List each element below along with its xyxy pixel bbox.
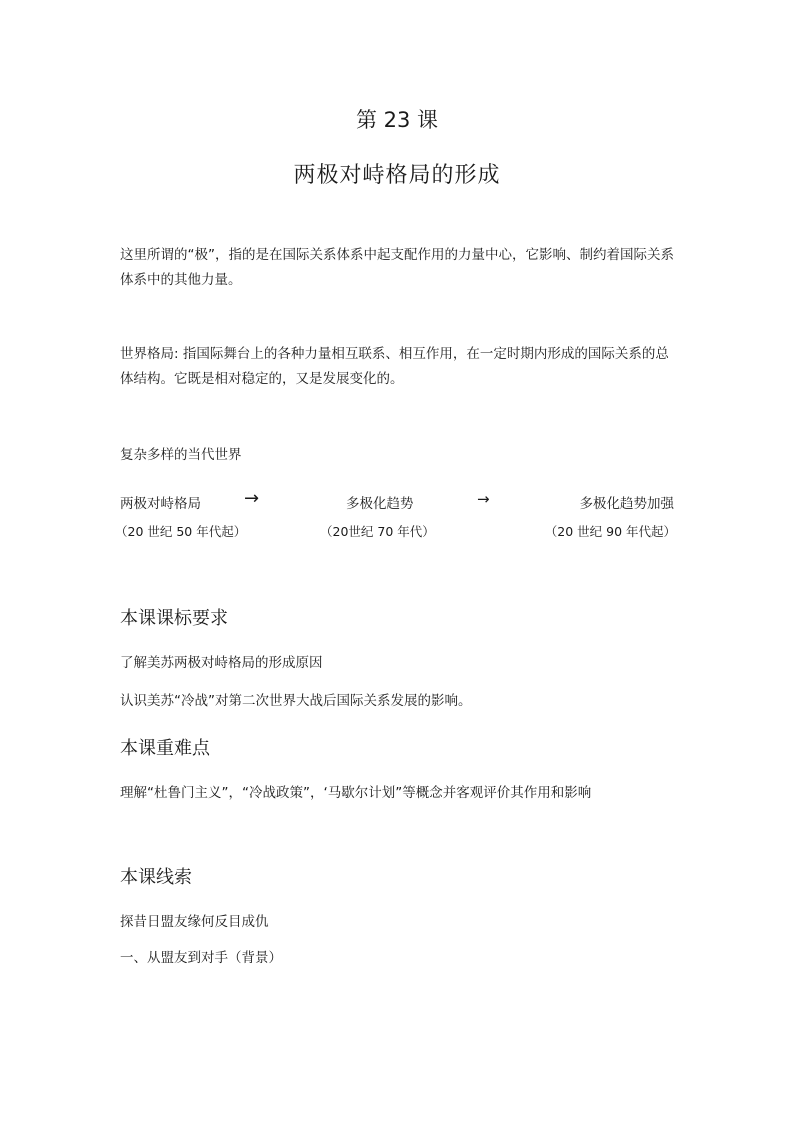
pole-definition: 这里所谓的“极”，指的是在国际关系体系中起支配作用的力量中心，它影响、制约着国际关系体系中的其他力量。 bbox=[120, 247, 674, 288]
stage-3-period: （20 世纪 90 年代起） bbox=[544, 524, 676, 539]
clue-item-2: 一、从盟友到对手（背景） bbox=[120, 950, 282, 966]
keypoints-text: 理解“杜鲁门主义”，“冷战政策”，‘马歇尔计划”等概念并客观评价其作用和影响 bbox=[120, 785, 592, 801]
standards-heading: 本课课标要求 bbox=[120, 608, 228, 629]
lesson-title: 两极对峙格局的形成 bbox=[293, 163, 501, 188]
stage-1-label: 两极对峙格局 bbox=[120, 496, 201, 512]
evolution-heading: 复杂多样的当代世界 bbox=[120, 447, 242, 463]
standard-item-2: 认识美苏“冷战”对第二次世界大战后国际关系发展的影响。 bbox=[120, 693, 472, 709]
lesson-number: 第 23 课 bbox=[355, 108, 439, 132]
stage-3-label: 多极化趋势加强 bbox=[579, 496, 674, 512]
world-pattern-definition: 世界格局: 指国际舞台上的各种力量相互联系、相互作用，在一定时期内形成的国际关系的总体结构。它既是相对稳定的，又是发展变化的。 bbox=[120, 346, 669, 387]
clue-item-1: 探昔日盟友缘何反目成仇 bbox=[120, 914, 269, 930]
stage-2-period: （20世纪 70 年代） bbox=[320, 524, 435, 539]
stage-1-period: （20 世纪 50 年代起） bbox=[115, 524, 247, 539]
clue-heading: 本课线索 bbox=[120, 867, 192, 888]
arrow-2: → bbox=[477, 490, 490, 508]
arrow-1: → bbox=[244, 488, 260, 509]
stage-2-label: 多极化趋势 bbox=[346, 496, 414, 512]
standard-item-1: 了解美苏两极对峙格局的形成原因 bbox=[120, 655, 323, 671]
keypoints-heading: 本课重难点 bbox=[120, 738, 210, 759]
